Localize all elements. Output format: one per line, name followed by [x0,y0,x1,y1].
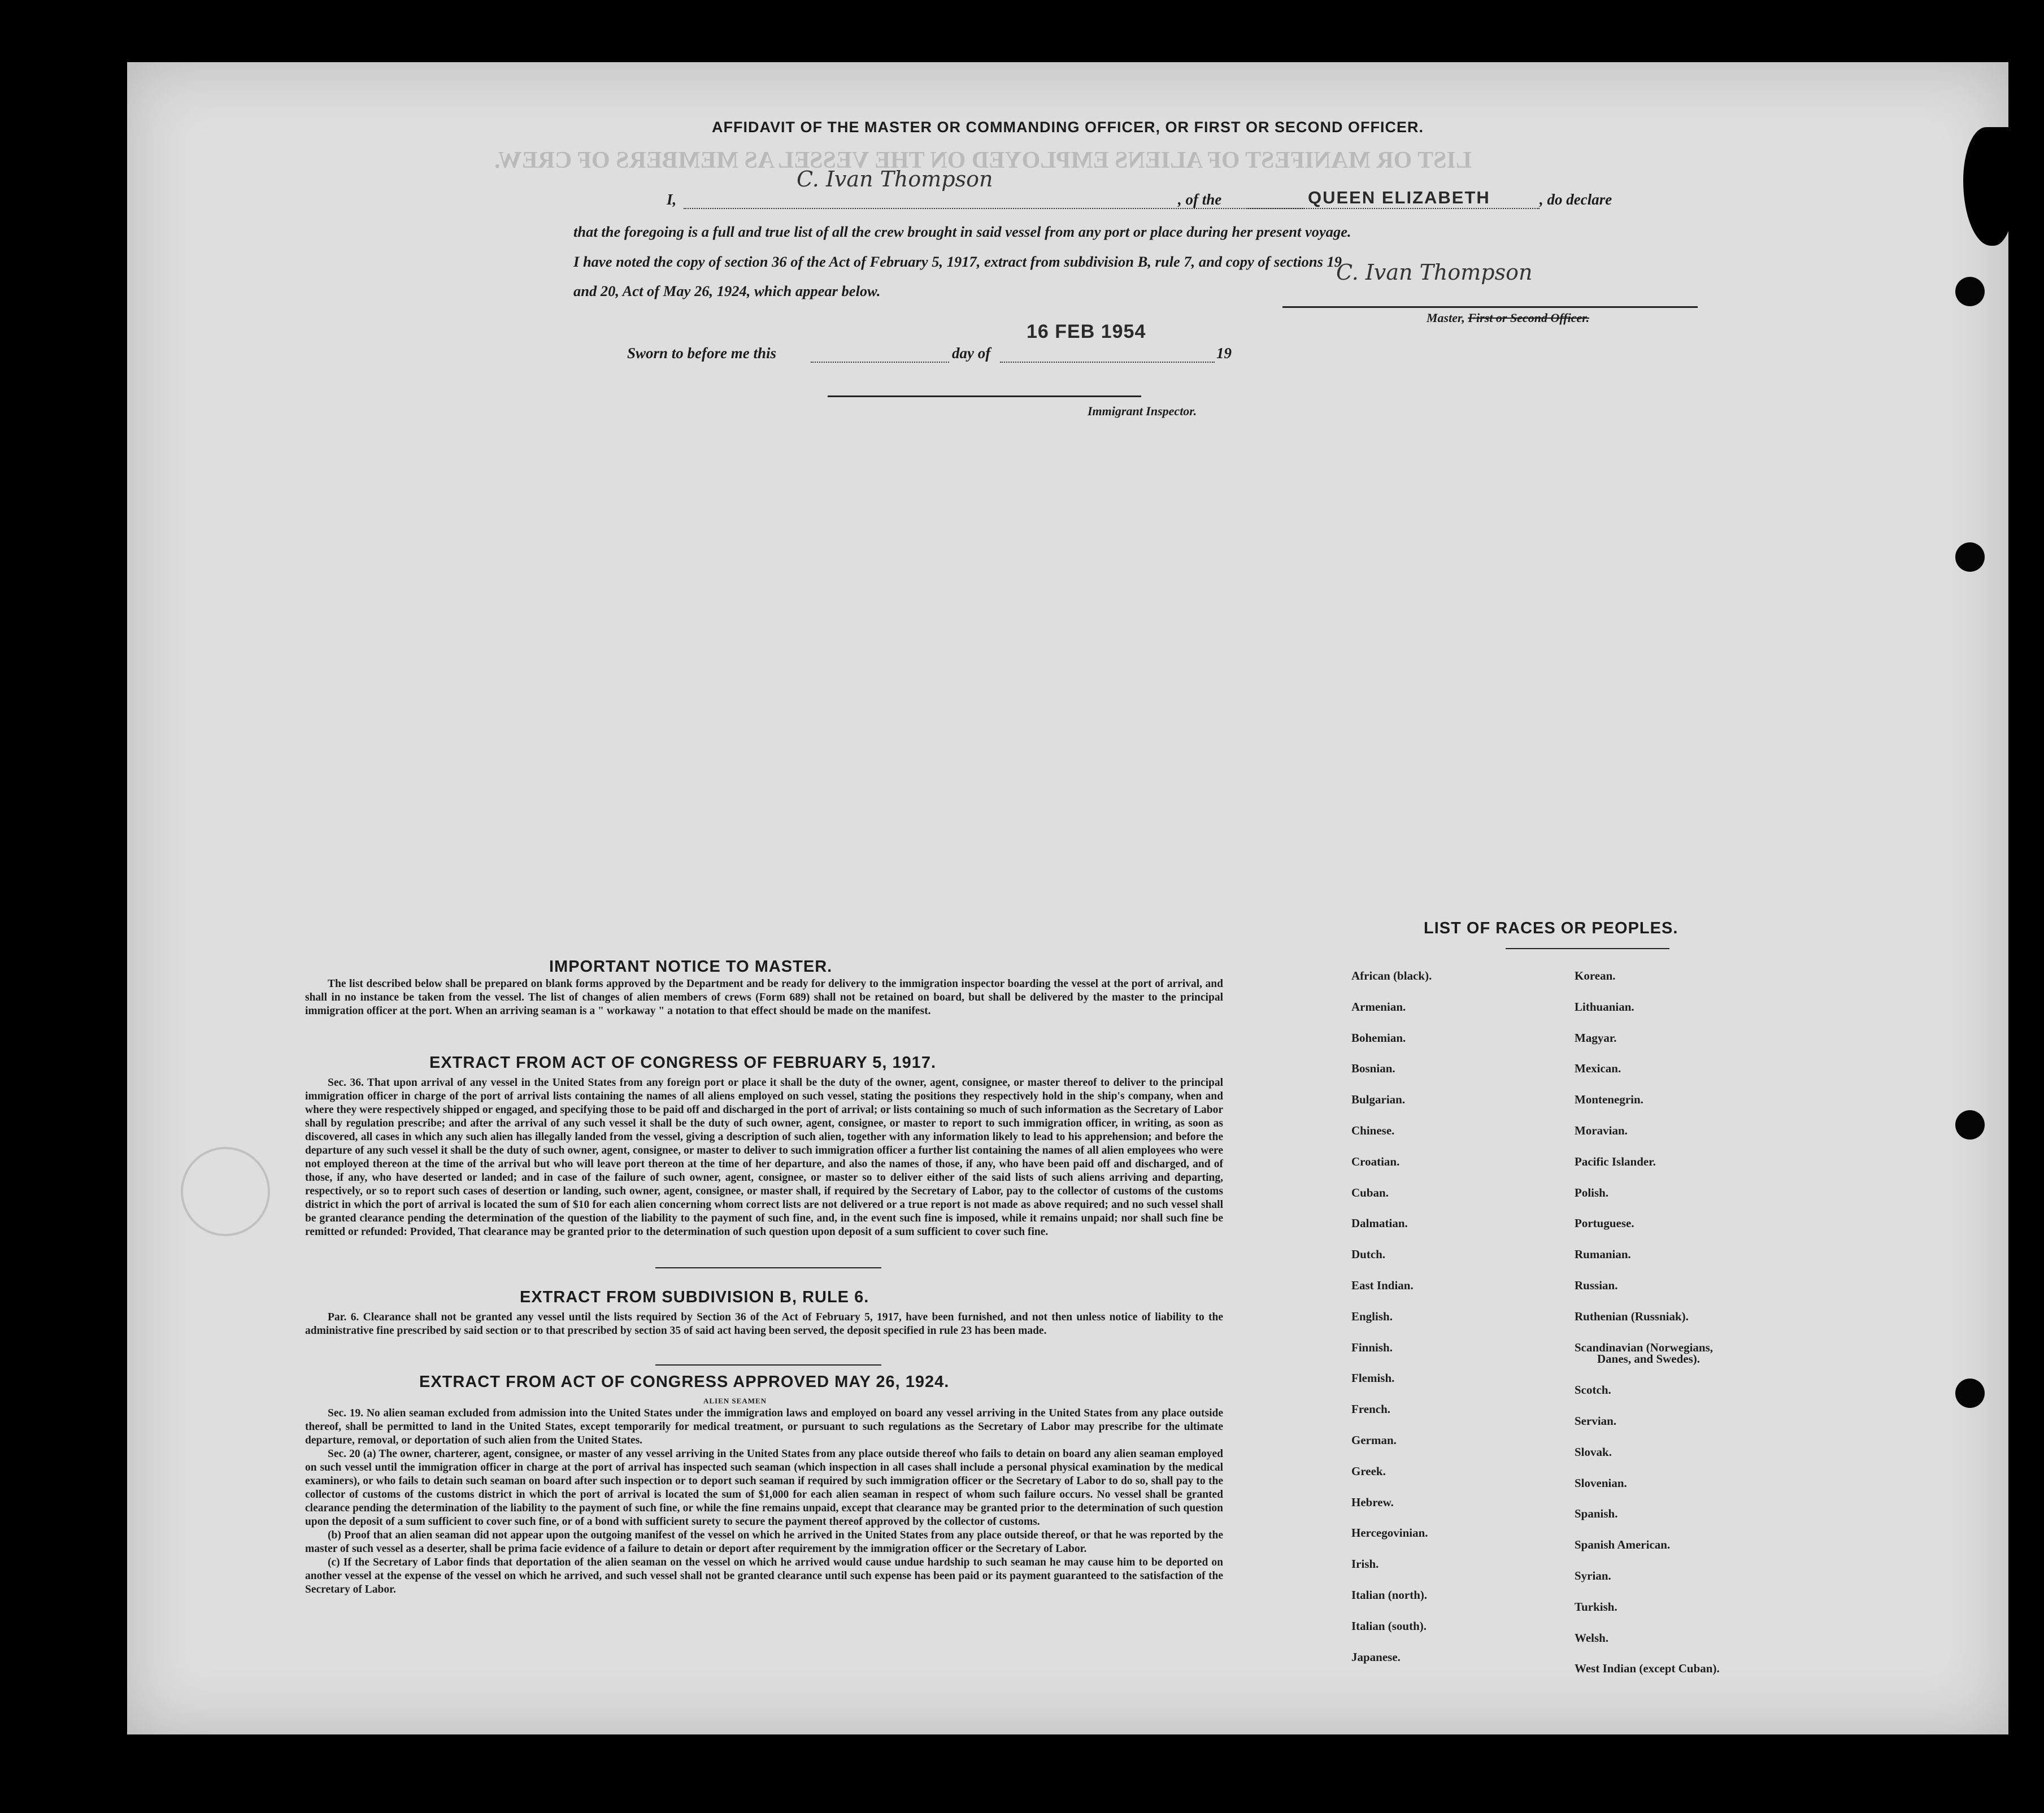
punch-hole [1955,277,1985,306]
race-item: Danes, and Swedes). [1597,1352,1701,1366]
race-item: Hebrew. [1351,1495,1394,1509]
race-item: Chinese. [1351,1124,1395,1137]
race-item: Greek. [1351,1464,1386,1478]
sec-20b-paragraph: (b) Proof that an alien seaman did not appear upon the outgoing manifest of the vessel on which he arrived in the United States from any place outside thereof, or that he was reported by the master of such vessel as a deserter, shall be prima facie evidence of a failure to detain or deport after requirement by the immigration officer or the Secretary of Labor. [305,1529,1223,1555]
rule-6-body [305,1311,1223,1338]
extract-1924-body [305,1407,1223,1597]
sec-20c-paragraph: (c) If the Secretary of Labor finds that deportation of the alien seaman on the vessel on which he arrived would cause undue hardship to such seaman he may cause him to be deported on another vessel at the expense of the vessel on which he arrived, and such vessel shall not be granted clearance until such expense has been paid or its payment guaranteed to the satisfaction of the Secretary of Labor. [305,1557,1223,1595]
sworn-year-prefix: 19 [1216,345,1232,362]
extract-1917-title: EXTRACT FROM ACT OF CONGRESS OF FEBRUARY 5, 1917. [429,1054,937,1072]
sec-36-paragraph: Sec. 36. That upon arrival of any vessel in the United States from any foreign port or place it shall be the duty of the owner, agent, consignee, or master thereof to deliver to the principal immigration officer in charge of the port of arrival lists containing the names of all aliens employed on such vessel, stating the positions they respectively hold in the ship's company, when and where they were respectively shipped or engaged, and specifying those to be paid off and discharged in the port of arrival; or lists containing so much of such information as the Secretary of Labor shall by regulation prescribe; and after the arrival of any such vessel it shall be the duty of such owner, agent, consignee, or master to report to such immigration officer, in writing, as soon as discovered, all cases in which any such alien has illegally landed from the vessel, giving a description of such alien, together with any information likely to lead to his apprehension; and before the departure of any such vessel it shall be the duty of such owner, agent, consignee, or master to deliver to such immigration officer a further list containing the names of all alien employees who were not employed thereon at the time of the arrival but who will leave port thereon at the time of her departure, and also the names of those, if any, who have been paid off and discharged, and of those, if any, who have deserted or landed; and in case of the failure of such owner, agent, consignee, or master so to deliver either of the said lists of such aliens arriving and departing, respectively, or so to report such cases of desertion or landing, such owner, agent, consignee, or master shall, if required by the Secretary of Labor, pay to the collector of customs of the customs district in which the port of arrival is located the sum of $10 for each alien concerning whom correct lists are not delivered or a true report is not made as above required; and no such vessel shall be granted clearance pending the determination of the question of the liability to the payment of such fine, and, in the event such fine is imposed, while it remains unpaid; nor shall such fine be remitted or refunded: Provided, That clearance may be granted prior to the determination of such question upon deposit of a sum sufficient to cover such fine. [305,1077,1223,1238]
affidavit-line-4: and 20, Act of May 26, 1924, which appear below. [573,282,881,299]
race-item: Montenegrin. [1575,1093,1643,1107]
race-item: Armenian. [1351,999,1406,1014]
race-item: English. [1351,1309,1393,1323]
race-item: Turkish. [1575,1599,1617,1614]
race-item: Italian (north). [1351,1588,1428,1602]
master-signature: C. Ivan Thompson [1336,260,1533,285]
race-item: Scandinavian (Norwegians, [1575,1340,1714,1354]
race-item: Flemish. [1351,1371,1395,1385]
divider-1 [655,1267,881,1268]
master-title [1427,311,1589,325]
race-item: Magyar. [1575,1031,1617,1045]
race-item: Spanish American. [1575,1538,1671,1552]
affidavit-of-the-label: , of the [1178,191,1222,208]
race-item: African (black). [1351,969,1432,982]
race-item: Finnish. [1351,1340,1393,1354]
sworn-day-of-label: day of [952,345,991,362]
faint-seal [181,1147,270,1236]
race-item: Moravian. [1575,1124,1628,1137]
race-item: German. [1351,1433,1397,1447]
race-item: Spanish. [1575,1507,1618,1521]
race-item: Korean. [1575,969,1616,982]
document-sheet [127,62,2008,1734]
race-item: Bulgarian. [1351,1093,1406,1107]
inspector-signature-line [828,395,1141,397]
race-item: Dalmatian. [1351,1216,1408,1231]
affidavit-line-3: I have noted the copy of section 36 of the Act of February 5, 1917, extract from subdivision B, rule 7, and copy of sections 19 [573,253,1342,270]
race-item: Croatian. [1351,1154,1400,1168]
race-item: Portuguese. [1575,1216,1634,1231]
race-item: Rumanian. [1575,1247,1631,1262]
race-item: Bosnian. [1351,1062,1395,1076]
race-item: Mexican. [1575,1062,1621,1076]
master-name-signature: C. Ivan Thompson [797,167,993,192]
date-stamp: 16 FEB 1954 [1027,321,1146,342]
races-title: LIST OF RACES OR PEOPLES. [1424,919,1678,937]
extract-1917-body [305,1076,1223,1239]
affidavit-title: AFFIDAVIT OF THE MASTER OR COMMANDING OFFICER, OR FIRST OR SECOND OFFICER. [712,119,1424,136]
punch-hole [1955,1379,1985,1408]
rule-6-title: EXTRACT FROM SUBDIVISION B, RULE 6. [520,1288,869,1306]
vessel-name: QUEEN ELIZABETH [1308,188,1490,207]
race-item: Bohemian. [1351,1031,1406,1045]
race-item: Dutch. [1351,1247,1386,1262]
race-item: West Indian (except Cuban). [1575,1662,1720,1676]
race-item: East Indian. [1351,1279,1414,1292]
bleed-through-heading: LIST OR MANIFEST OF ALIENS EMPLOYED ON THE VESSEL AS MEMBERS OF CREW. [494,147,1472,173]
extract-1924-title: EXTRACT FROM ACT OF CONGRESS APPROVED MAY 26, 1924. [419,1373,950,1391]
sec-20a-paragraph: Sec. 20 (a) The owner, charterer, agent, consignee, or master of any vessel arriving in the United States from any place outside thereof who fails to detain on board any alien seaman employed on such vessel until the immigration officer in charge at the port of arrival has inspected such seaman (which inspection in all cases shall include a personal physical examination by the medical examiners), or who fails to detain such seaman on board after such inspection or to deport such seaman if required by such immigration officer or the Secretary of Labor to do so, shall pay to the collector of customs of the customs district in which the port of arrival is located the sum of $1,000 for each alien seaman in respect of whom such failure occurs. No vessel shall be granted clearance pending the determination of the liability to the payment of such fine, or while the fine remains unpaid, except that clearance may be granted prior to the determination of such question upon the deposit of a sum sufficient to cover such fine, or of a bond with sufficient surety to secure the payment thereof approved by the collector of customs. [305,1448,1223,1528]
race-item: Italian (south). [1351,1619,1427,1633]
race-item: French. [1351,1402,1391,1416]
race-item: Scotch. [1575,1383,1611,1397]
punch-hole [1955,542,1985,572]
vessel-name-line [1246,208,1539,209]
sworn-label: Sworn to before me this [627,345,777,362]
sworn-month-line [1000,362,1215,363]
race-item: Welsh. [1575,1631,1609,1645]
divider-2 [655,1364,881,1366]
alien-seamen-subtitle: ALIEN SEAMEN [703,1397,767,1405]
race-item: Polish. [1575,1185,1609,1199]
race-item: Japanese. [1351,1650,1401,1664]
par-6-paragraph: Par. 6. Clearance shall not be granted any vessel until the lists required by Section 36 of the Act of February 5, 1917, have been furnished, and not then unless notice of liability to the administrative fine prescribed by said section or to that prescribed by section 35 of said act having been served, the deposit specified in rule 23 has been made. [305,1311,1223,1337]
race-item: Servian. [1575,1414,1617,1428]
affidavit-do-declare-label: , do declare [1539,191,1612,208]
race-item: Syrian. [1575,1569,1611,1583]
sec-19-paragraph: Sec. 19. No alien seaman excluded from admission into the United States under the immigration laws and employed on board any vessel arriving in the United States from any place outside thereof, shall be permitted to land in the United States, except temporarily for medical treatment, or pursuant to such regulations as the Secretary of Labor may prescribe for the ultimate departure, removal, or deportation of such alien from the United States. [305,1407,1223,1446]
sworn-day-line [811,362,949,363]
race-item: Lithuanian. [1575,999,1634,1014]
punch-hole [1955,1110,1985,1140]
notice-paragraph: The list described below shall be prepared on blank forms approved by the Department and be ready for delivery to the immigration inspector boarding the vessel at the port of arrival, and shall in no instance be taken from the vessel. The list of changes of alien members of crews (Form 689) shall not be retained on board, but shall be delivered by the master to the principal immigration officer at the port. When an arriving seaman is a " workaway " a notation to that effect should be made on the manifest. [305,978,1223,1017]
race-item: Pacific Islander. [1575,1154,1656,1168]
master-signature-line [1282,306,1698,308]
race-item: Ruthenian (Russniak). [1575,1309,1689,1323]
race-item: Irish. [1351,1557,1379,1571]
race-item: Russian. [1575,1279,1618,1292]
race-item: Slovenian. [1575,1476,1627,1490]
master-label-struck: First or Second Officer. [1468,311,1590,325]
race-item: Hercegovinian. [1351,1526,1428,1540]
affidavit-line-2: that the foregoing is a full and true list of all the crew brought in said vessel from any port or place during her present voyage. [573,223,1351,240]
race-item: Slovak. [1575,1445,1612,1459]
races-title-underline [1506,948,1669,949]
notice-body [305,977,1223,1018]
race-item: Cuban. [1351,1185,1389,1199]
master-label: Master, [1427,311,1465,325]
notice-title: IMPORTANT NOTICE TO MASTER. [549,958,833,976]
affidavit-i-label: I, [667,191,677,208]
inspector-label: Immigrant Inspector. [1088,404,1197,418]
